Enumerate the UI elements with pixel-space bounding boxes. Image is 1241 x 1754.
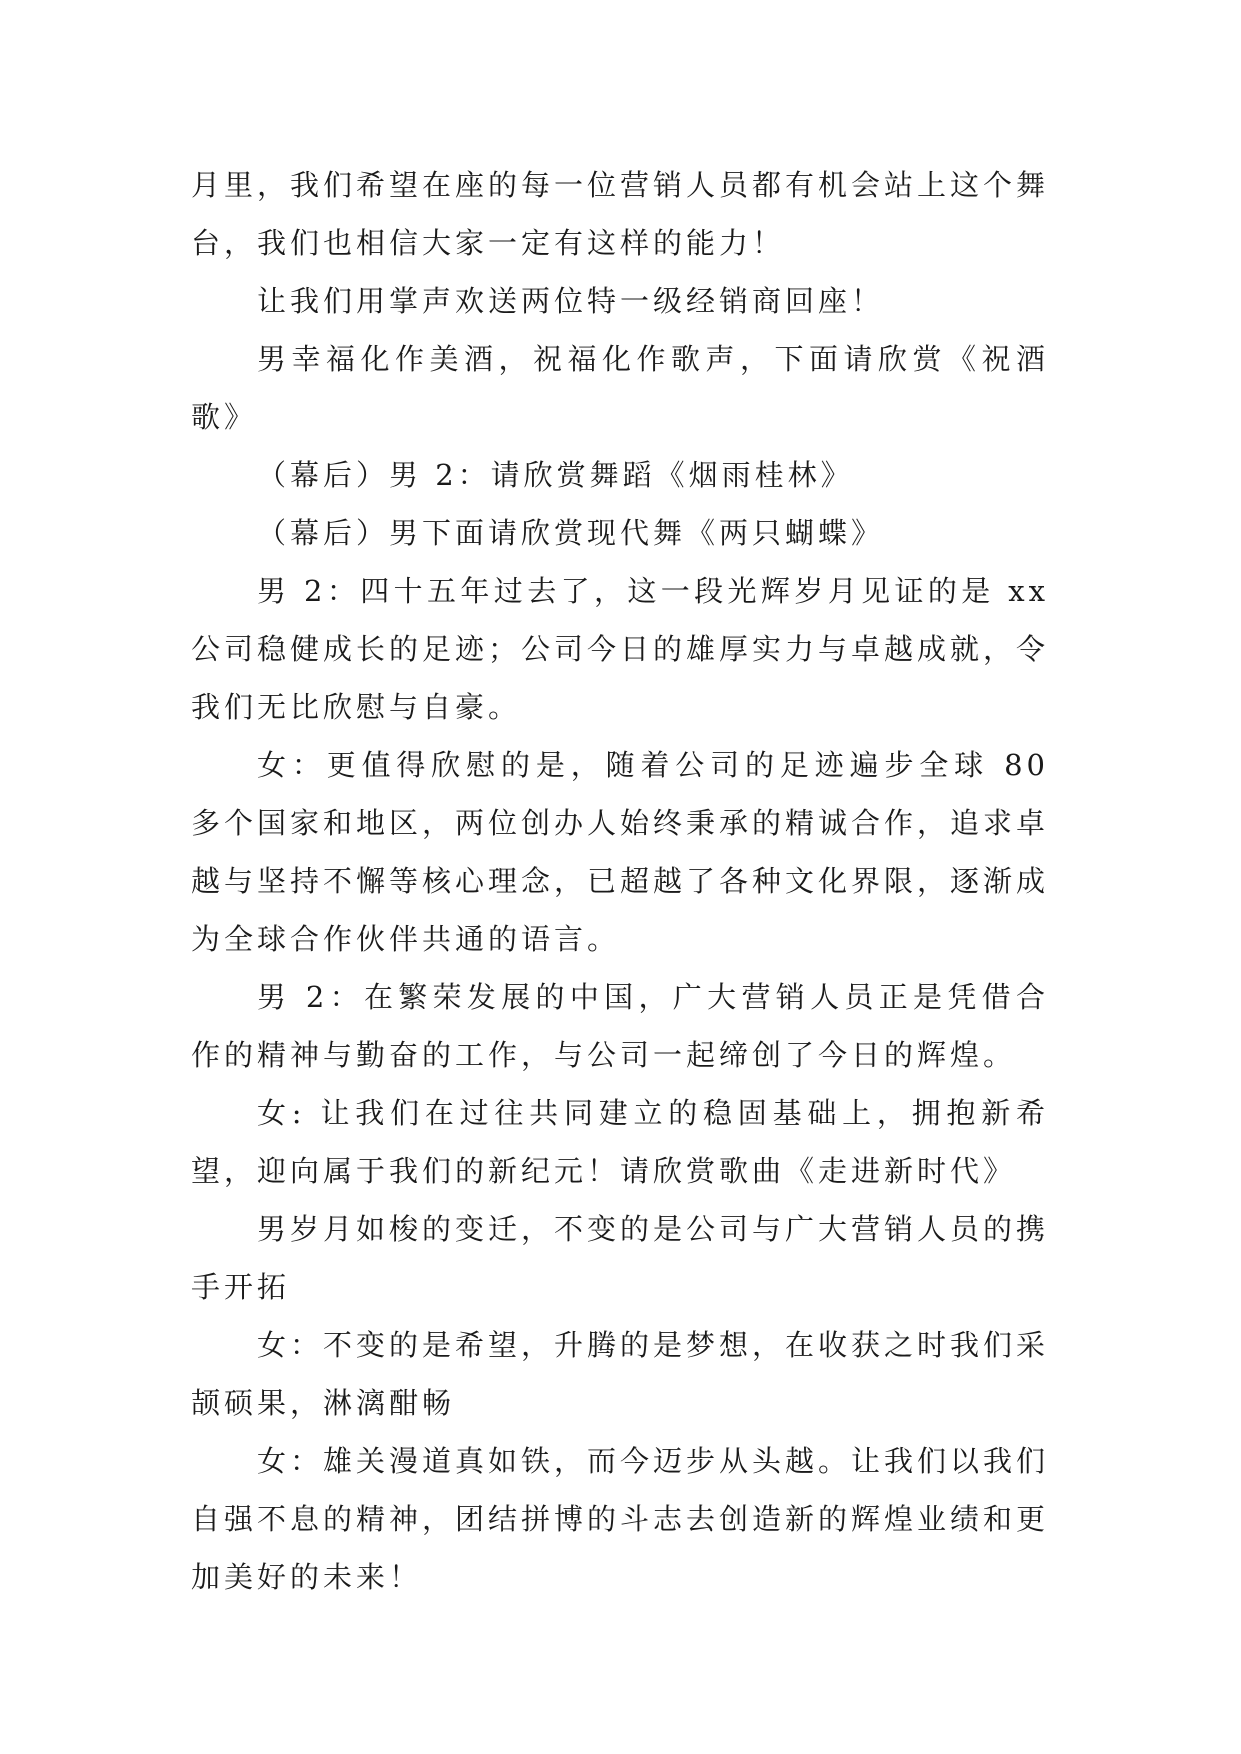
document-body	[191, 156, 1049, 1606]
paragraph: 月里，我们希望在座的每一位营销人员都有机会站上这个舞台，我们也相信大家一定有这样的能力！	[191, 168, 1050, 260]
paragraph: （幕后）男下面请欣赏现代舞《两只蝴蝶》	[257, 516, 885, 550]
paragraph: 男 2：在繁荣发展的中国，广大营销人员正是凭借合作的精神与勤奋的工作，与公司一起缔创了今日的辉煌。	[191, 980, 1049, 1072]
paragraph: 男 2：四十五年过去了，这一段光辉岁月见证的是 xx 公司稳健成长的足迹；公司今日的雄厚实力与卓越成就，令我们无比欣慰与自豪。	[191, 574, 1050, 724]
paragraph: 女: 让我们在过往共同建立的稳固基础上，拥抱新希望，迎向属于我们的新纪元！请欣赏歌曲《走进新时代》	[191, 1096, 1049, 1188]
paragraph: 女：雄关漫道真如铁，而今迈步从头越。让我们以我们自强不息的精神，团结拼博的斗志去创造新的辉煌业绩和更加美好的未来！	[191, 1444, 1050, 1594]
paragraph: 女：不变的是希望，升腾的是梦想，在收获之时我们采颉硕果，淋漓酣畅	[191, 1328, 1050, 1420]
paragraph: 男岁月如梭的变迁，不变的是公司与广大营销人员的携手开拓	[191, 1212, 1050, 1304]
paragraph: 让我们用掌声欢送两位特一级经销商回座！	[257, 284, 885, 318]
paragraph: 女：更值得欣慰的是，随着公司的足迹遍步全球 80 多个国家和地区，两位创办人始终秉承的精诚合作，追求卓越与坚持不懈等核心理念，已超越了各种文化界限，逐渐成为全球合作伙伴共通的语言。	[191, 748, 1050, 956]
paragraph: 男幸福化作美酒，祝福化作歌声，下面请欣赏《祝酒歌》	[191, 342, 1049, 434]
paragraph: （幕后）男 2：请欣赏舞蹈《烟雨桂林》	[257, 458, 854, 492]
